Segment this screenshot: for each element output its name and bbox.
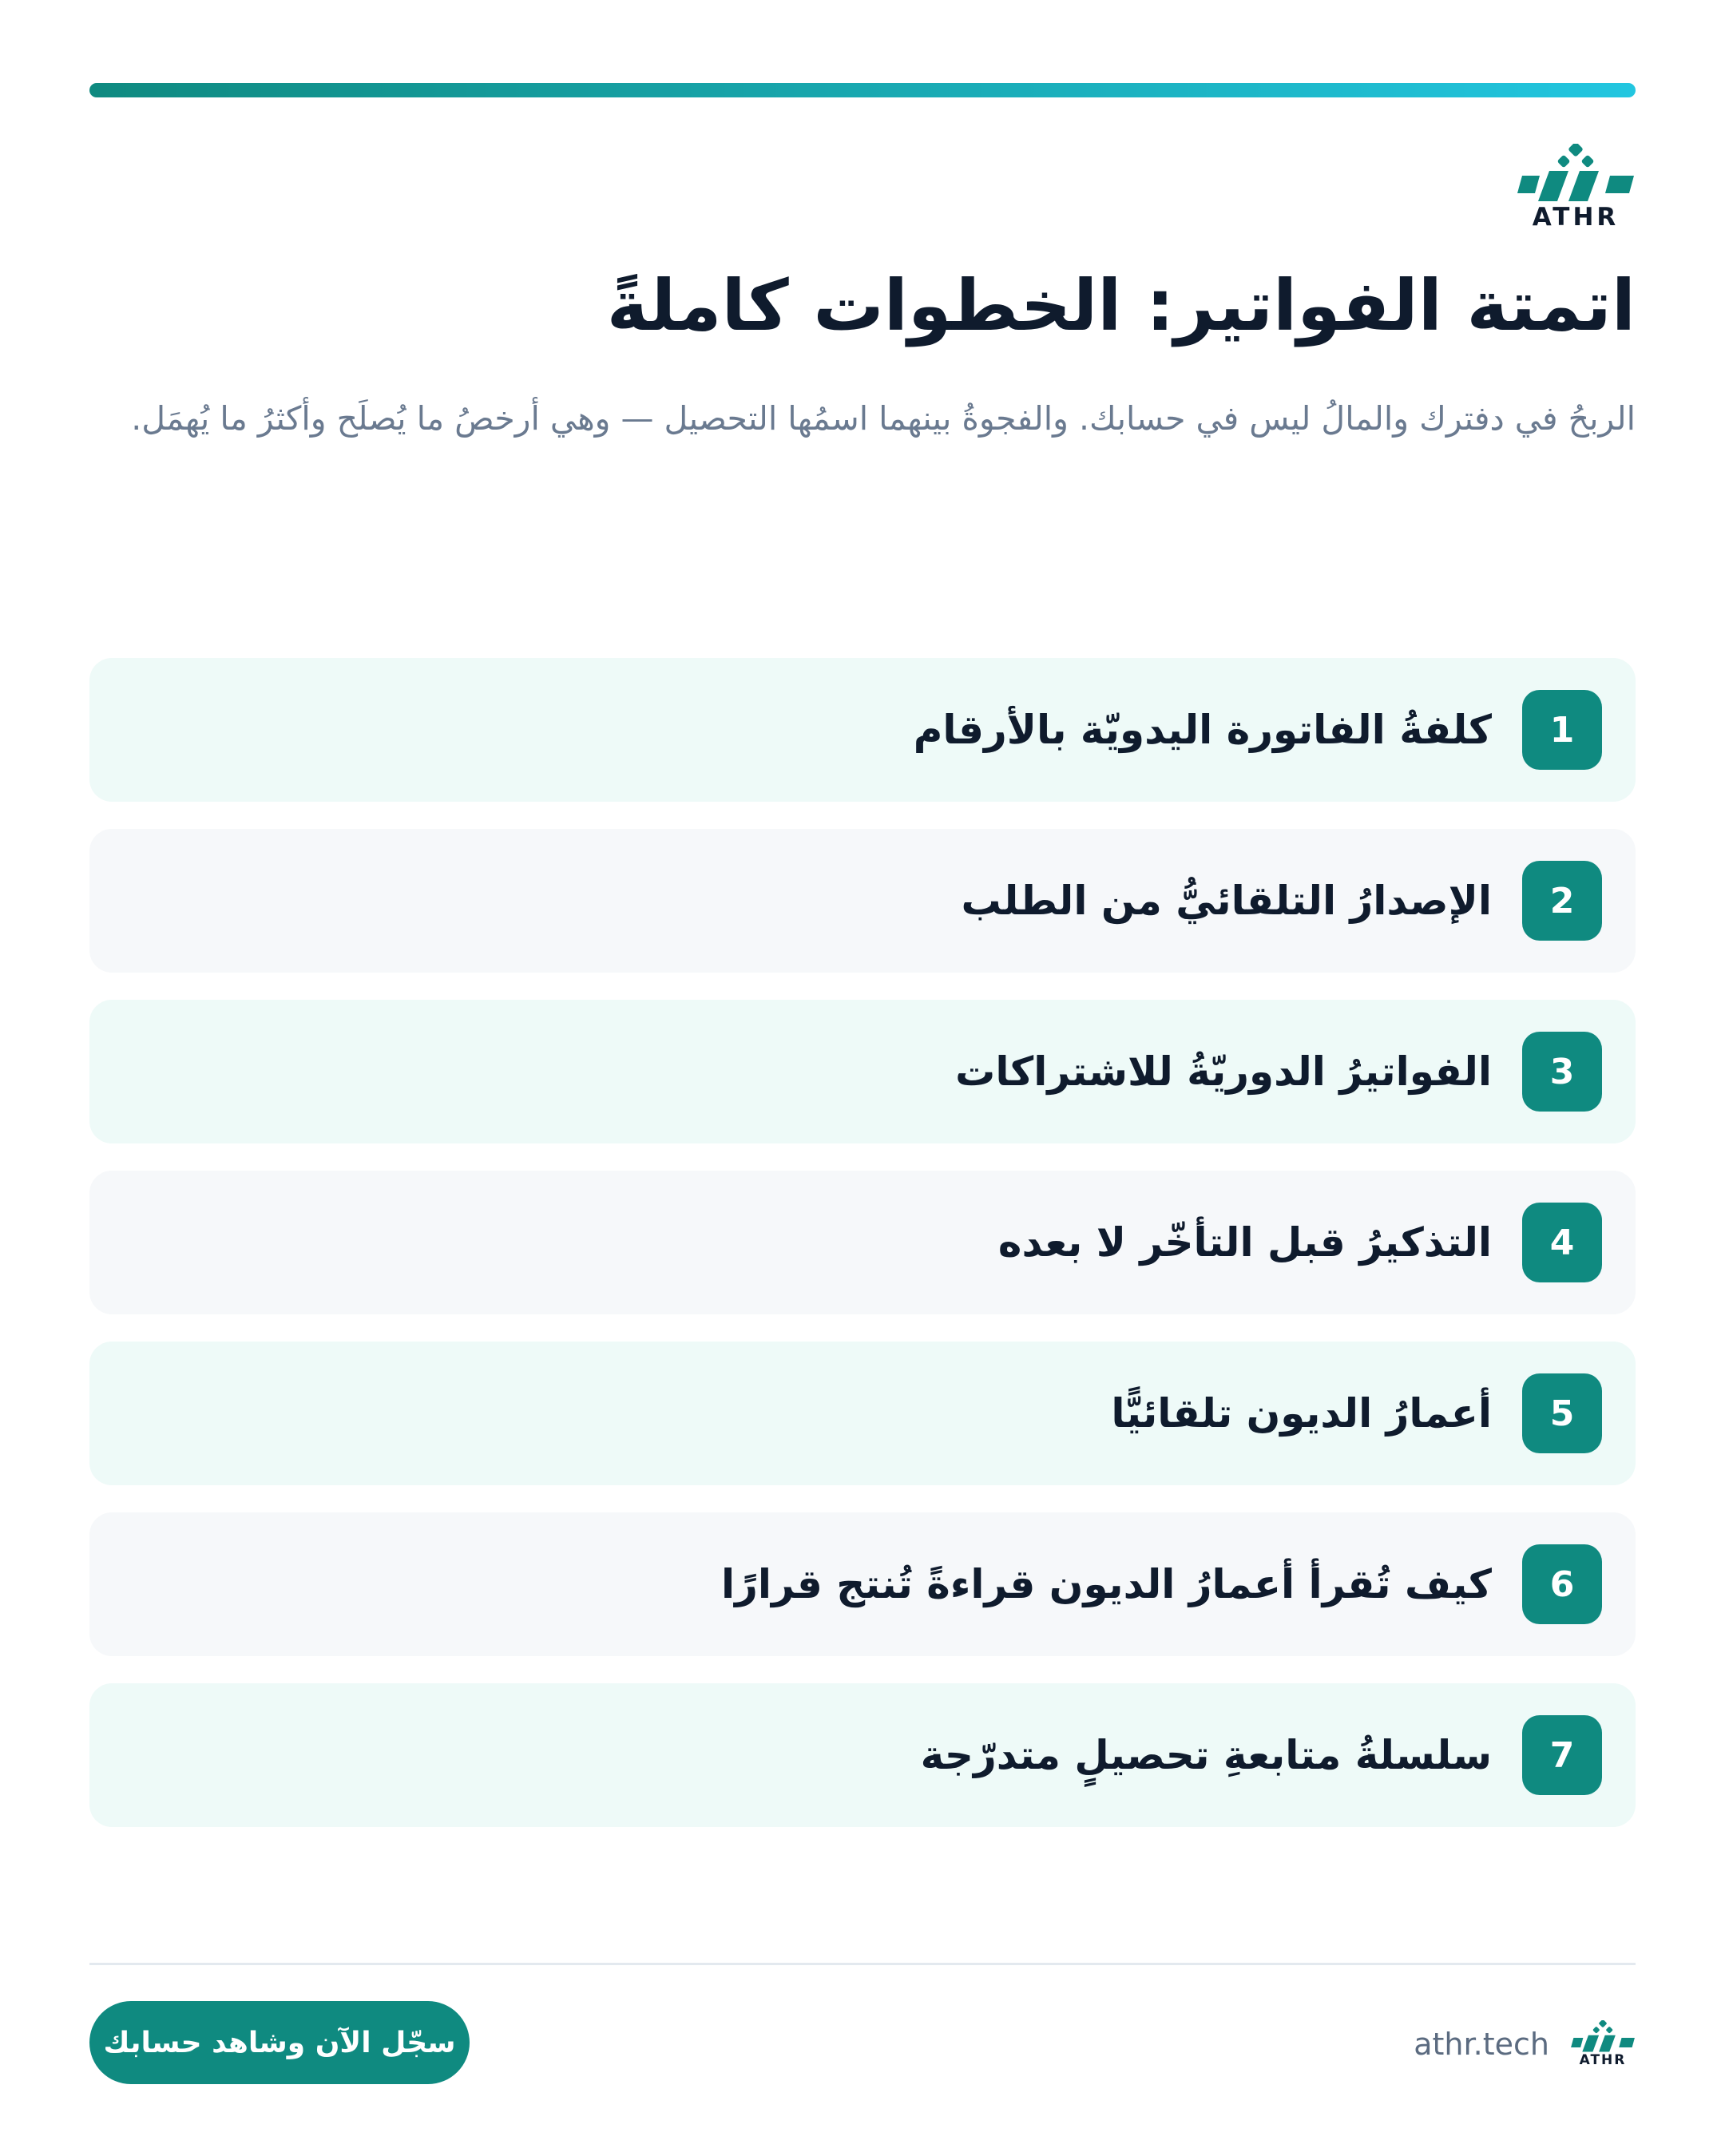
step-label: التذكيرُ قبل التأخّر لا بعده [997, 1219, 1492, 1266]
step-item-4[interactable] [89, 1171, 1636, 1314]
step-number-badge: 3 [1522, 1032, 1602, 1112]
page-title: اتمتة الفواتير: الخطوات كاملةً [606, 264, 1636, 347]
step-number-badge: 6 [1522, 1544, 1602, 1624]
step-number-badge: 4 [1522, 1203, 1602, 1282]
step-item-1[interactable] [89, 658, 1636, 802]
signup-cta-button[interactable]: سجّل الآن وشاهد حسابك [89, 2001, 470, 2084]
step-label: سلسلةُ متابعةِ تحصيلٍ متدرّجة [920, 1732, 1492, 1778]
page-subtitle: الربحُ في دفترك والمالُ ليس في حسابك. والفجوةُ بينهما اسمُها التحصيل — وهي أرخصُ ما يُصلَح وأكثرُ ما يُهمَل. [131, 399, 1636, 438]
footer-divider [89, 1963, 1636, 1965]
step-label: أعمارُ الديون تلقائيًّا [1111, 1390, 1492, 1437]
step-label: الإصدارُ التلقائيُّ من الطلب [961, 878, 1492, 924]
step-number-badge: 2 [1522, 861, 1602, 941]
top-accent-bar [89, 83, 1636, 97]
footer-logo [1570, 2020, 1636, 2068]
step-item-7[interactable] [89, 1683, 1636, 1827]
step-label: كيف تُقرأ أعمارُ الديون قراءةً تُنتج قرارًا [720, 1561, 1492, 1607]
step-number-badge: 1 [1522, 690, 1602, 770]
brand-wordmark: ATHR [1532, 203, 1620, 232]
step-label: كلفةُ الفاتورة اليدويّة بالأرقام [913, 707, 1492, 753]
footer-brand [1414, 2020, 1636, 2068]
step-number-badge: 5 [1522, 1373, 1602, 1453]
brand-logo [1516, 144, 1636, 232]
athr-logo-icon [1516, 144, 1636, 208]
step-number-badge: 7 [1522, 1715, 1602, 1795]
footer-wordmark: ATHR [1579, 2052, 1627, 2068]
step-item-6[interactable] [89, 1512, 1636, 1656]
step-item-5[interactable] [89, 1342, 1636, 1485]
footer-website-link[interactable]: athr.tech [1414, 2027, 1549, 2062]
steps-list [89, 658, 1636, 1854]
step-item-2[interactable] [89, 829, 1636, 973]
step-item-3[interactable] [89, 1000, 1636, 1143]
step-label: الفواتيرُ الدوريّةُ للاشتراكات [955, 1048, 1492, 1095]
